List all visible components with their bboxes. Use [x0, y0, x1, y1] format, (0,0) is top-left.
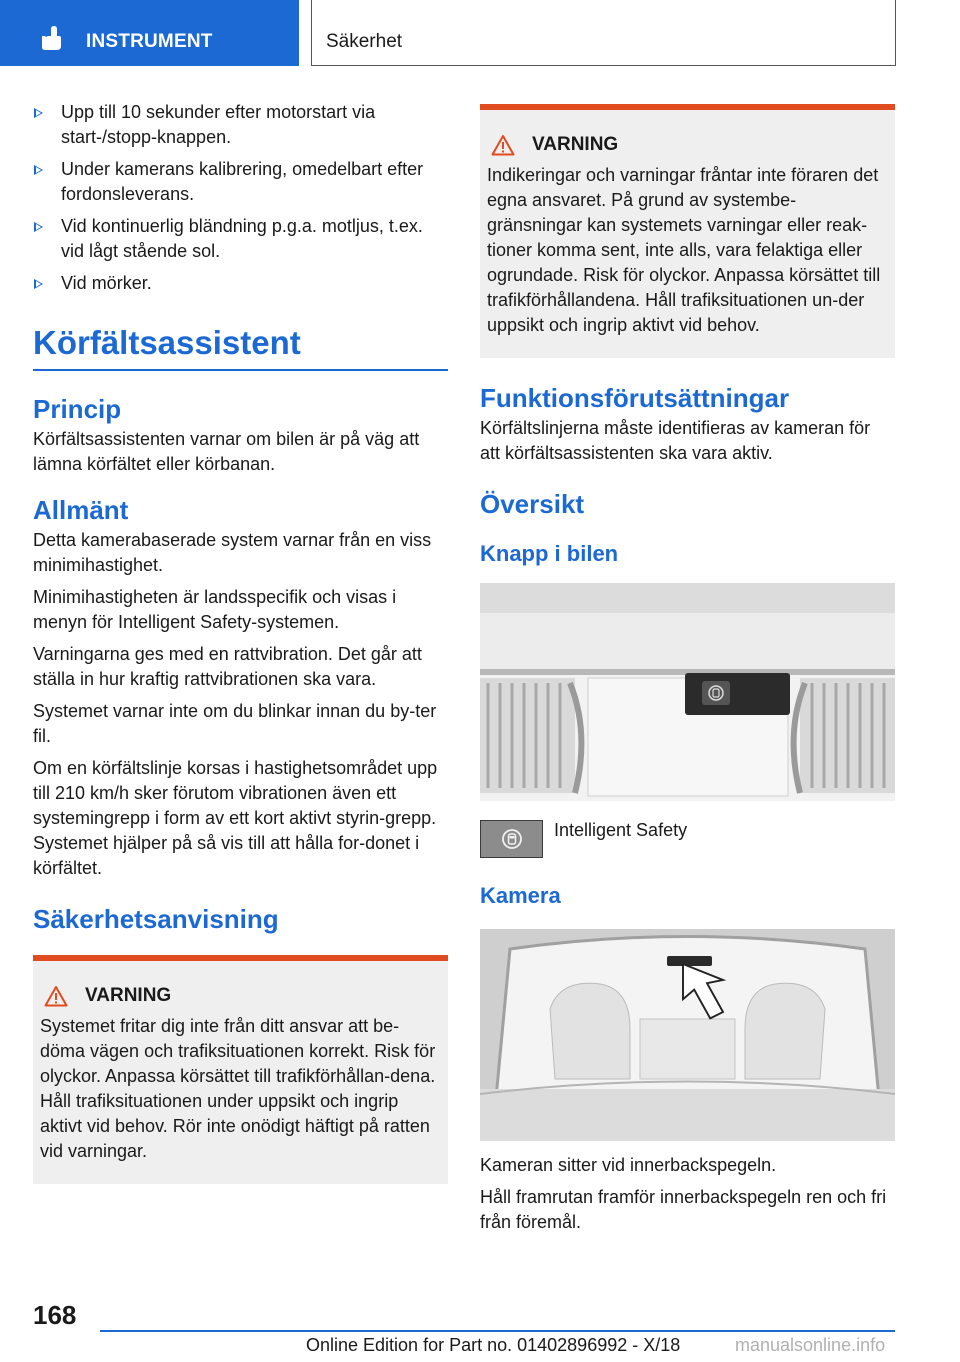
chapter-tab[interactable]	[0, 0, 299, 66]
button-legend-label: Intelligent Safety	[554, 820, 688, 840]
footer-divider	[100, 1330, 895, 1332]
warning-text: Systemet fritar dig inte från ditt ansvar att be-döma vägen och trafiksituationen korrekt. Risk för olyckor. Anpassa körsättet till trafikförhållan-dena. Håll trafiksituationen under uppsikt och ingrip aktivt vid behov. Rör inte onödigt häftigt på ratten vid varningar.	[40, 1015, 436, 1161]
paragraph: Minimihastigheten är landsspecifik och visas i menyn för Intelligent Safety-systemen.	[33, 586, 397, 632]
condition-list	[33, 100, 448, 296]
knapp-heading: Knapp i bilen	[480, 541, 619, 566]
oversikt-heading: Översikt	[480, 489, 585, 519]
funktion-heading: Funktionsförutsättningar	[480, 383, 790, 413]
page-number: 168	[33, 1300, 77, 1330]
warning-triangle-icon	[44, 985, 68, 1007]
paragraph: Håll framrutan framför innerbackspegeln ren och fri från föremål.	[480, 1187, 887, 1232]
right-column	[480, 100, 895, 1235]
safety-heading: Säkerhetsanvisning	[33, 903, 279, 934]
paragraph: Om en körfältslinje korsas i hastighetsområdet upp till 210 km/h sker förutom vibrationen även ett systemingrepp i form av ett kort aktivt styrin-grepp. Systemet hjälper på så vis till att hålla for-donet i körfältet.	[33, 757, 438, 878]
intelligent-safety-icon	[500, 827, 524, 851]
triangle-bullet-icon	[34, 279, 43, 289]
paragraph: Kameran sitter vid innerbackspegeln.	[480, 1155, 777, 1175]
list-item: Under kamerans kalibrering, omedelbart efter fordonsleverans.	[33, 157, 448, 207]
pointing-hand-icon	[38, 25, 64, 51]
chapter-label: INSTRUMENT	[86, 31, 213, 52]
kamera-heading: Kamera	[480, 883, 561, 908]
left-column	[33, 100, 448, 1184]
dashboard-button-photo	[480, 583, 895, 801]
camera-location-photo	[480, 929, 895, 1141]
windshield-illustration	[480, 929, 895, 1141]
triangle-bullet-icon	[34, 165, 43, 175]
list-item: Vid mörker.	[33, 271, 448, 296]
list-item: Vid kontinuerlig bländning p.g.a. motljus, t.ex. vid lågt stående sol.	[33, 214, 448, 264]
section-header	[311, 0, 896, 66]
princip-text: Körfältsassistenten varnar om bilen är på väg att lämna körfältet eller körbanan.	[33, 428, 420, 474]
warning-text: Indikeringar och varningar fråntar inte föraren det egna ansvaret. På grund av systembe-gränsningar kan systemets varningar eller reak-tioner komma sent, inte alls, vara felaktiga eller ogrundade. Risk för olyckor. Anpassa körsättet till trafikförhållandena. Håll trafiksituationen un-der uppsikt och ingrip aktivt vid behov.	[487, 165, 881, 335]
triangle-bullet-icon	[34, 108, 43, 118]
warning-box	[480, 104, 895, 358]
dashboard-illustration	[480, 583, 895, 801]
funktion-text: Körfältslinjerna måste identifieras av kameran för att körfältsassistenten ska vara aktiv.	[480, 418, 871, 463]
paragraph: Detta kamerabaserade system varnar från en viss minimihastighet.	[33, 529, 432, 575]
allmant-heading: Allmänt	[33, 494, 129, 525]
warning-title: VARNING	[85, 984, 172, 1006]
page-title: Körfältsassistent	[33, 324, 301, 361]
watermark-text: manualsonline.info	[735, 1335, 886, 1355]
paragraph: Varningarna ges med en rattvibration. Det går att ställa in hur kraftig rattvibrationen ska vara.	[33, 643, 422, 689]
intelligent-safety-button[interactable]	[480, 820, 543, 858]
warning-title: VARNING	[532, 134, 619, 155]
princip-heading: Princip	[33, 393, 122, 424]
title-divider	[33, 369, 448, 371]
warning-triangle-icon	[491, 134, 515, 156]
edition-text: Online Edition for Part no. 01402896992 - X/18	[306, 1335, 681, 1355]
button-legend	[480, 820, 895, 858]
section-label: Säkerhet	[326, 31, 403, 52]
list-item: Upp till 10 sekunder efter motorstart via start-/stopp-knappen.	[33, 100, 448, 150]
paragraph: Systemet varnar inte om du blinkar innan du by-ter fil.	[33, 700, 437, 746]
triangle-bullet-icon	[34, 222, 43, 232]
warning-box	[33, 955, 448, 1184]
